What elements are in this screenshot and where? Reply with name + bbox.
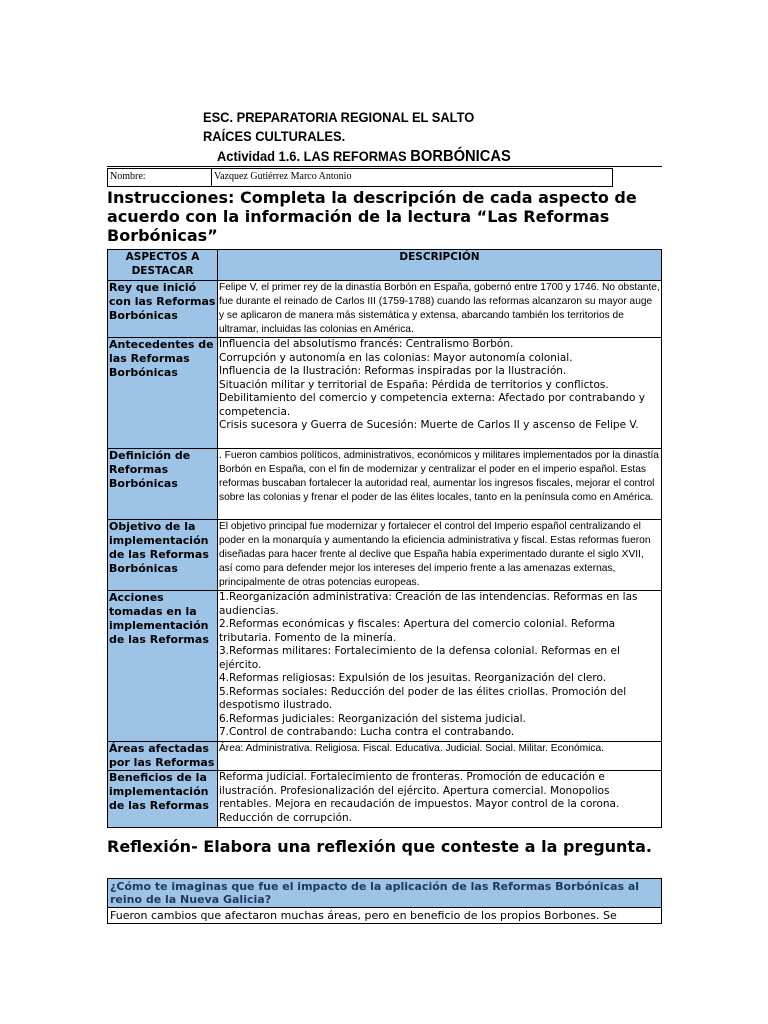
aspect-cell: Definición de Reformas Borbónicas — [108, 449, 218, 520]
list-item: 5.Reformas sociales: Reducción del poder de las élites criollas. Promoción del despotismo ilustrado. — [219, 685, 627, 711]
list-item: Corrupción y autonomía en las colonias: Mayor autonomía colonial. — [219, 351, 573, 364]
list-item: 4.Reformas religiosas: Expulsión de los jesuitas. Reorganización del clero. — [219, 672, 607, 684]
list-item: 2.Reformas económicas y fiscales: Apertura del comercio colonial. Reforma tributaria. Fomento de la minería. — [219, 618, 616, 644]
aspect-column-header: ASPECTOS A DESTACAR — [108, 250, 218, 281]
list-item: Influencia del absolutismo francés: Centralismo Borbón. — [219, 338, 514, 350]
activity-label: Actividad 1.6. LAS REFORMAS — [217, 148, 407, 164]
table-header-row — [108, 250, 662, 281]
reflection-answer[interactable]: Fueron cambios que afectaron muchas áreas, pero en beneficio de los propios Borbones. Se — [108, 908, 662, 924]
list-item: Influencia de la Ilustración: Reformas inspiradas por la Ilustración. — [219, 365, 567, 377]
table-row — [108, 520, 662, 591]
table-row — [108, 449, 662, 520]
description-cell[interactable]: Área: Administrativa. Religiosa. Fiscal. Educativa. Judicial. Social. Militar. Económica. — [218, 742, 662, 771]
list-item: 1.Reorganización administrativa: Creación de las intendencias. Reformas en las audiencias. — [219, 591, 638, 617]
reflection-title: Reflexión- Elabora una reflexión que conteste a la pregunta. — [107, 837, 652, 856]
name-label: Nombre: — [108, 169, 212, 186]
aspects-table — [107, 249, 662, 828]
aspect-cell: Rey que inició con las Reformas Borbónicas — [108, 281, 218, 338]
table-row — [108, 338, 662, 449]
list-item: Situación militar y territorial de España: Pérdida de territorios y conflictos. — [219, 378, 609, 391]
description-cell[interactable]: Reforma judicial. Fortalecimiento de fronteras. Promoción de educación e ilustración. Profesionalización del ejército. Apertura comercial. Monopolios rentables. Mejora en recaudación de impuestos. Mayor control de la corona. Reducción de corrupción. — [218, 771, 662, 828]
aspect-cell: Acciones tomadas en la implementación de las Reformas — [108, 591, 218, 742]
name-row — [107, 168, 613, 187]
aspect-cell: Antecedentes de las Reformas Borbónicas — [108, 338, 218, 449]
instructions: Instrucciones: Completa la descripción de cada aspecto de acuerdo con la información de la lectura “Las Reformas Borbónicas” — [107, 188, 637, 245]
name-value[interactable]: Vazquez Gutiérrez Marco Antonio — [214, 171, 352, 182]
activity-emphasis: BORBÓNICAS — [410, 148, 511, 165]
description-cell[interactable]: Felipe V, el primer rey de la dinastía Borbón en España, gobernó entre 1700 y 1746. No obstante, fue durante el reinado de Carlos III (1759-1788) cuando las reformas alcanzaron su mayor auge y se aplicaron de manera más sistemática y extensa, abarcando también los territorios de ultramar, incluidas las colonias en América. — [218, 281, 662, 338]
description-cell[interactable]: El objetivo principal fue modernizar y fortalecer el control del Imperio español centralizando el poder en la monarquía y aumentando la eficiencia administrativa y fiscal. Estas reformas fueron diseñadas para hacer frente al declive que España había experimentado durante el siglo XVII, así como para defender mejor los intereses del imperio frente a las amenazas externas, principalmente de otras potencias europeas. — [218, 520, 662, 591]
list-item: 6.Reformas judiciales: Reorganización del sistema judicial. — [219, 712, 526, 725]
description-cell[interactable]: . Fueron cambios políticos, administrativos, económicos y militares implementados por la dinastía Borbón en España, con el fin de modernizar y centralizar el poder en el imperio español. Estas reformas buscaban fortalecer la autoridad real, aumentar los ingresos fiscales, mejorar el control sobre las colonias y frenar el poder de las élites locales, tanto en la península como en América. — [218, 449, 662, 520]
description-column-header: DESCRIPCIÓN — [218, 250, 662, 281]
aspect-cell: Áreas afectadas por las Reformas — [108, 742, 218, 771]
answer-row — [108, 908, 662, 924]
list-item: Crisis sucesora y Guerra de Sucesión: Muerte de Carlos II y ascenso de Felipe V. — [219, 419, 639, 431]
reflection-question: ¿Cómo te imaginas que fue el impacto de la aplicación de las Reformas Borbónicas al reino de la Nueva Galicia? — [108, 879, 662, 908]
table-row — [108, 742, 662, 771]
table-row — [108, 281, 662, 338]
activity-title — [217, 148, 511, 166]
list-item: 7.Control de contrabando: Lucha contra el contrabando. — [219, 726, 515, 738]
list-item: Debilitamiento del comercio y competencia externa: Afectado por contrabando y competencia. — [219, 392, 645, 418]
table-row — [108, 591, 662, 742]
question-row — [108, 879, 662, 908]
school-name: ESC. PREPARATORIA REGIONAL EL SALTO — [203, 109, 475, 125]
aspect-cell: Objetivo de la implementación de las Reformas Borbónicas — [108, 520, 218, 591]
description-cell[interactable] — [218, 591, 662, 742]
table-row — [108, 771, 662, 828]
subject-title: RAÍCES CULTURALES. — [203, 128, 346, 144]
list-item: 3.Reformas militares: Fortalecimiento de la defensa colonial. Reformas en el ejército. — [219, 645, 620, 671]
reflection-table — [107, 878, 662, 924]
description-cell[interactable] — [218, 338, 662, 449]
header-divider — [107, 166, 662, 167]
aspect-cell: Beneficios de la implementación de las Reformas — [108, 771, 218, 828]
